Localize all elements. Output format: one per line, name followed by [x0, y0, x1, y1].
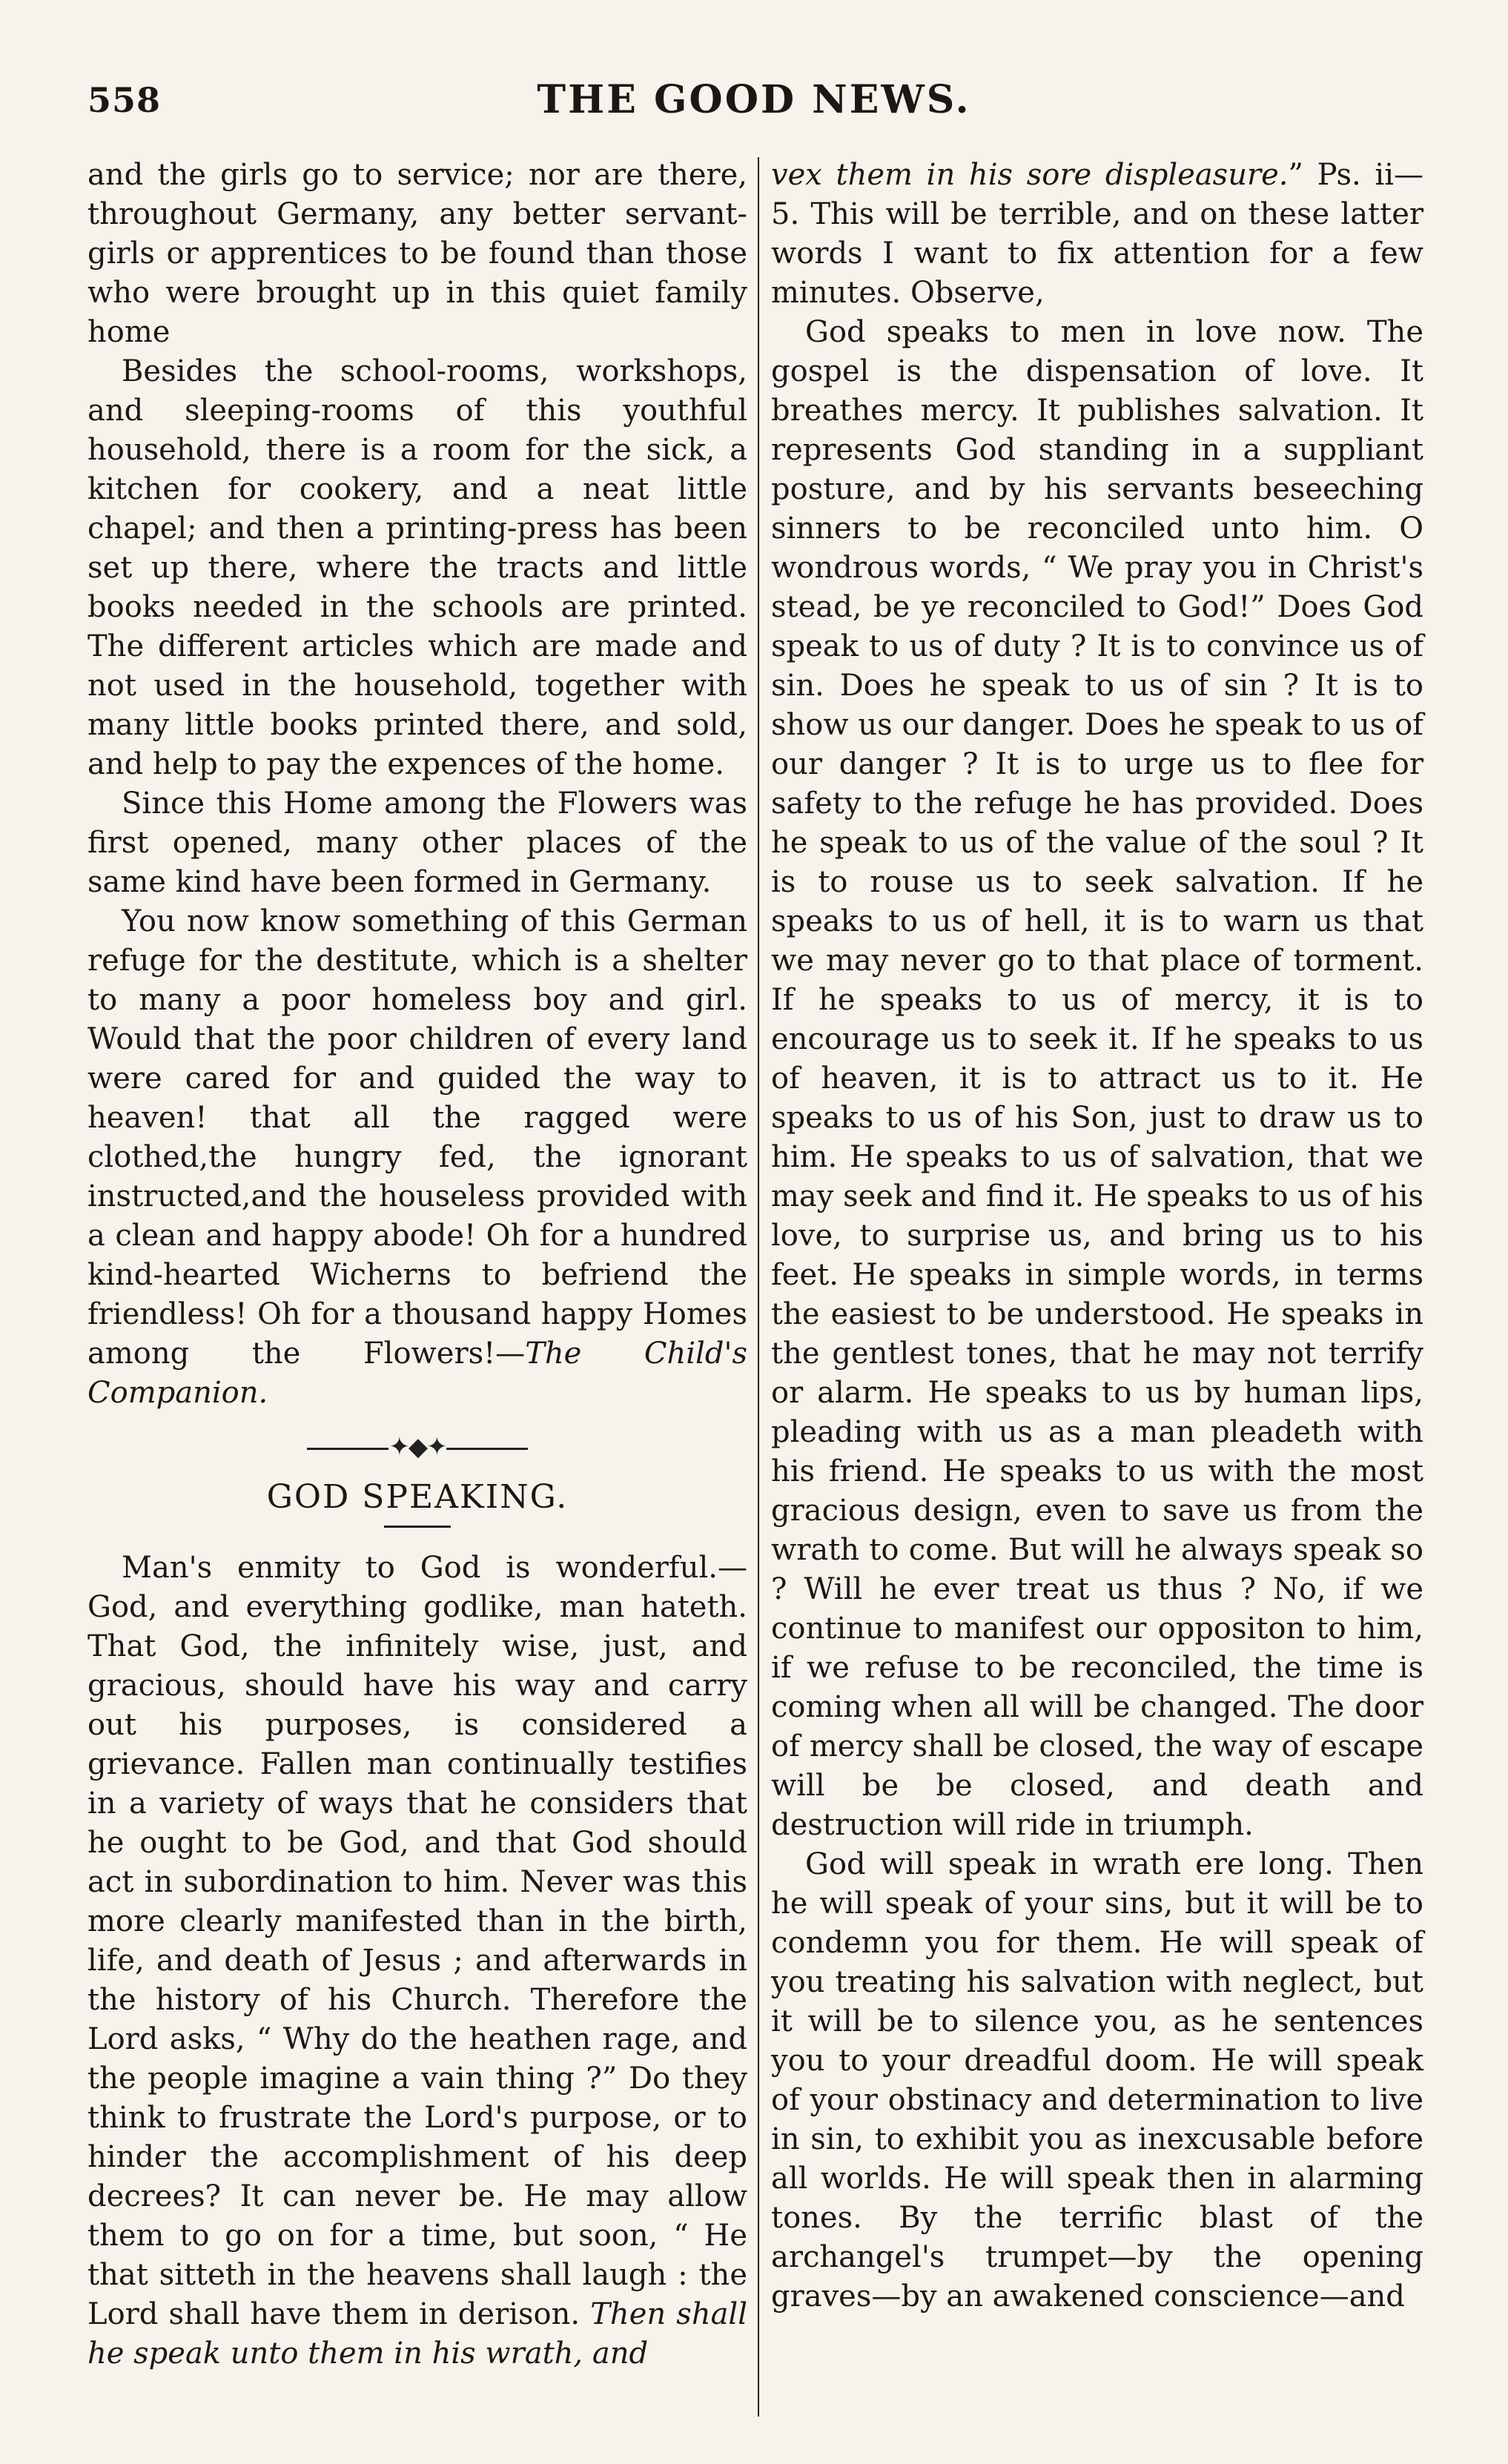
paragraph-refuge-text: You now know something of this German refuge for the destitute, which is a shelter to many a poor homeless boy and girl. Would that the poor children of every land were cared for and guided the way to heaven! that all the ragged were clothed,the hungry fed, the ignorant instructed,and the houseless provided with a clean and happy abode! Oh for a hundred kind-hearted Wicherns to befriend the friendless! Oh for a thousand happy Homes among the Flowers!—: [87, 904, 747, 1371]
paragraph-household: Besides the school-rooms, workshops, and sleeping-rooms of this youthful household, there is a room for the sick, a kitchen for cookery, and a neat little chapel; and then a printing-press has been set up there, where the tracts and little books needed in the schools are printed. The different articles which are made and not used in the household, together with many little books printed there, and sold, and help to pay the expences of the home.: [87, 354, 747, 781]
scripture-reference-text: ” Ps. ii— 5. This will be terrible, and on these latter words I want to fix attention for a few minutes. Observe,: [771, 158, 1423, 310]
paragraph-enmity-text: Man's enmity to God is wonderful.— God, and everything godlike, man hateth. That God, the infinitely wise, just, and gracious, should have his way and carry out his purposes, is considered a grievance. Fallen man continually testifies in a variety of ways that he considers that he ought to be God, and that God should act in subordination to him. Never was this more clearly manifested than in the birth, life, and death of Jesus ; and afterwards in the history of his Church. Therefore the Lord asks, “ Why do the heathen rage, and the people imagine a vain thing ?” Do they think to frustrate the Lord's purpose, or to hinder the accomplishment of his deep decrees? It can never be. He may allow them to go on for a time, but soon, “ He that sitteth in the heavens shall laugh : the Lord shall have them in derison.: [87, 1551, 747, 2331]
paragraph-enmity: [87, 1549, 747, 2374]
section-title: GOD SPEAKING.: [266, 1478, 569, 1516]
paragraph-other-homes: Since this Home among the Flowers was first opened, many other places of the same kind have been formed in Germany.: [87, 786, 747, 899]
paragraph-wrath: God will speak in wrath ere long. Then he will speak of your sins, but it will be to condemn you for them. He will speak of you treating his salvation with neglect, but it will be to silence you, as he sentences you to your dreadful doom. He will speak of your obstinacy and determination to live in sin, to exhibit you as inexcusable before all worlds. He will speak then in alarming tones. By the terrific blast of the archangel's trumpet—by the opening graves—by an awakened conscience—and: [771, 1847, 1423, 2314]
left-column: [87, 156, 747, 2374]
column-rule: [758, 157, 759, 2417]
paragraph-continuation: and the girls go to service; nor are there, throughout Germany, any better servant-girls or apprentices to be found than those who were brought up in this quiet family home: [87, 158, 747, 349]
running-title: THE GOOD NEWS.: [537, 77, 971, 122]
title-underline: [384, 1526, 451, 1528]
attribution: The Child's Companion.: [87, 1337, 747, 1410]
scripture-quote: vex them in his sore displeasure.: [771, 158, 1289, 192]
right-column: [771, 156, 1423, 2316]
page-number: 558: [87, 80, 162, 120]
paragraph-love: God speaks to men in love now. The gospel is the dispensation of love. It breathes mercy. It publishes salvation. It represents God standing in a suppliant posture, and by his servants beseeching sinners to be reconciled unto him. O wondrous words, “ We pray you in Christ's stead, be ye reconciled to God!” Does God speak to us of duty ? It is to convince us of sin. Does he speak to us of sin ? It is to show us our danger. Does he speak to us of our danger ? It is to urge us to flee for safety to the refuge he has provided. Does he speak to us of the value of the soul ? It is to rouse us to seek salvation. If he speaks to us of hell, it is to warn us that we may never go to that place of torment. If he speaks to us of mercy, it is to encourage us to seek it. If he speaks to us of heaven, it is to attract us to it. He speaks to us of his Son, just to draw us to him. He speaks to us of salvation, that we may seek and find it. He speaks to us of his love, to surprise us, and bring us to his feet. He speaks in simple words, in terms the easiest to be understood. He speaks in the gentlest tones, that he may not terrify or alarm. He speaks to us by human lips, pleading with us as a man pleadeth with his friend. He speaks to us with the most gracious design, even to save us from the wrath to come. But will he always speak so ? Will he ever treat us thus ? No, if we continue to manifest our oppositon to him, if we refuse to be reconciled, the time is coming when all will be changed. The door of mercy shall be closed, the way of escape will be be closed, and death and destruction will ride in triumph.: [771, 315, 1423, 1842]
paragraph-refuge: [87, 902, 747, 1413]
paragraph-scripture-continuation: [771, 156, 1423, 313]
section-divider-ornament: ✦◆✦: [87, 1428, 747, 1467]
paragraph-enmity-scripture: Then shall he speak unto them in his wrath, and: [87, 2297, 748, 2371]
